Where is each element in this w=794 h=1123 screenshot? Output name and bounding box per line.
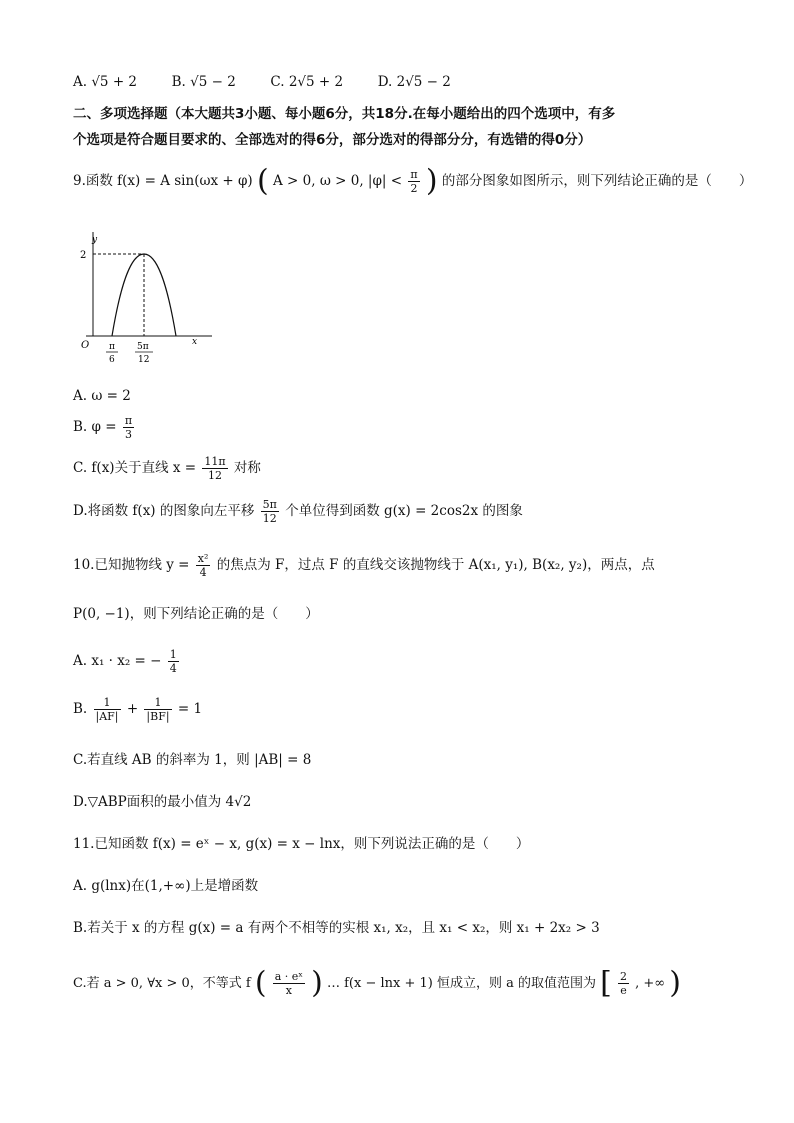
q10-pre: 10.已知抛物线 y = <box>73 557 194 573</box>
q11-option-c-range-num: 2 <box>620 970 627 983</box>
q9-tick2-num: 5π <box>137 342 149 352</box>
q11-option-c-range-den: e <box>620 984 627 997</box>
q11-option-b: B.若关于 x 的方程 g(x) = a 有两个不相等的实根 x₁, x₂，且 x₁ < x₂，则 x₁ + 2x₂ > 3 <box>73 920 600 936</box>
q9-condition-fraction <box>408 168 419 195</box>
q11-option-a: A. g(lnx)在(1,+∞)上是增函数 <box>73 878 259 894</box>
q10-option-c: C.若直线 AB 的斜率为 1，则 |AB| = 8 <box>73 752 312 768</box>
q9-option-c-post: 对称 <box>233 460 261 476</box>
q10-stem-line2: P(0, −1)，则下列结论正确的是（ ） <box>73 606 319 622</box>
q9-option-d-frac <box>261 498 279 525</box>
q9-option-d-pre: D.将函数 f(x) 的图象向左平移 <box>73 503 255 519</box>
q9-prefix: 9.函数 f(x) = A sin(ωx + φ) <box>73 173 253 189</box>
q9-origin-label: O <box>81 340 90 351</box>
q10-option-a-pre: A. x₁ · x₂ = − <box>73 653 162 669</box>
q9-cond-den: 2 <box>410 182 418 195</box>
q10-parabola-den: 4 <box>199 566 207 579</box>
q11-option-c <box>73 965 681 1001</box>
q9-option-c <box>73 455 261 482</box>
q10-option-a-num: 1 <box>169 648 177 661</box>
q11-option-c-rparen2: ) <box>669 965 681 1001</box>
section2-line1: 二、多项选择题（本大题共3小题、每小题6分，共18分.在每小题给出的四个选项中，有多 <box>73 106 616 122</box>
q11-option-c-pre: C.若 a > 0, ∀x > 0，不等式 f <box>73 976 251 991</box>
q9-tick1-num: π <box>109 342 115 352</box>
q10-parabola-num: x² <box>197 552 209 565</box>
q11-option-c-lparen: ( <box>254 965 267 1001</box>
q9-option-c-num: 11π <box>204 455 226 468</box>
q9-option-b <box>73 414 136 441</box>
q11-option-c-rparen: ) <box>311 965 323 1001</box>
q10-option-a-frac <box>168 648 179 675</box>
q9-option-c-den: 12 <box>207 469 222 482</box>
q10-stem-line1 <box>73 552 655 579</box>
q9-right-paren: ) <box>425 163 438 199</box>
q9-option-b-pre: B. φ = <box>73 419 121 435</box>
q8-option-b: B. √5 − 2 <box>171 74 236 90</box>
q10-option-b-den1: |AF| <box>95 710 119 723</box>
q9-x-label: x <box>192 337 198 347</box>
q10-option-d: D.▽ABP面积的最小值为 4√2 <box>73 794 252 810</box>
q11-option-c-frac <box>273 970 305 997</box>
q11-option-c-lbracket: [ <box>600 965 612 1001</box>
q9-option-d <box>73 498 523 525</box>
q9-option-a: A. ω = 2 <box>73 388 131 404</box>
q9-option-b-frac <box>123 414 134 441</box>
q10-option-b-frac2 <box>144 696 171 723</box>
q10-option-b-num2: 1 <box>144 696 171 710</box>
q9-option-d-den: 12 <box>262 512 277 525</box>
section2-line2: 个选项是符合题目要求的、全部选对的得6分，部分选对的得部分分，有选错的得0分） <box>73 132 592 148</box>
q9-option-c-frac <box>202 455 227 482</box>
q9-option-b-num: π <box>124 414 133 427</box>
q10-option-b-frac1 <box>94 696 121 723</box>
q9-condition: A > 0, ω > 0, |φ| < <box>273 173 407 189</box>
q11-option-c-mid: … f(x − lnx + 1) 恒成立，则 a 的取值范围为 <box>326 976 596 991</box>
q8-options-row <box>73 72 451 92</box>
q9-option-b-den: 3 <box>124 428 132 441</box>
q9-y-label: y <box>92 235 98 245</box>
q9-tick1-den: 6 <box>109 355 115 365</box>
q9-graph <box>72 228 222 368</box>
q10-option-b-pre: B. <box>73 701 88 717</box>
q9-suffix: 的部分图象如图所示，则下列结论正确的是（ ） <box>441 173 753 189</box>
q9-cond-num: π <box>410 168 418 181</box>
q9-option-c-pre: C. f(x)关于直线 x = <box>73 460 201 476</box>
q8-option-d: D. 2√5 − 2 <box>377 74 451 90</box>
q8-option-a: A. √5 + 2 <box>73 74 138 90</box>
q10-parabola-frac <box>196 552 211 579</box>
q11-option-c-num: a · eˣ <box>274 970 303 983</box>
q9-option-d-post: 个单位得到函数 g(x) = 2cos2x 的图象 <box>285 503 523 519</box>
q11-option-c-range-frac <box>618 970 629 997</box>
q10-option-b-den2: |BF| <box>146 710 170 723</box>
q11-option-c-range-post: , +∞ <box>635 976 666 991</box>
q10-option-b-post: = 1 <box>177 701 203 717</box>
q10-option-a-den: 4 <box>169 662 177 675</box>
q9-stem <box>73 163 753 199</box>
q11-stem: 11.已知函数 f(x) = eˣ − x, g(x) = x − lnx，则下列说法正确的是（ ） <box>73 836 530 852</box>
q9-tick2-den: 12 <box>138 355 150 365</box>
q9-left-paren: ( <box>257 163 269 199</box>
q9-option-d-num: 5π <box>262 498 277 511</box>
q10-post: 的焦点为 F，过点 F 的直线交该抛物线于 A(x₁, y₁), B(x₂, y₂)，两点，点 <box>216 557 655 573</box>
q10-option-b-plus: + <box>126 701 139 717</box>
q10-option-b <box>73 696 202 723</box>
q11-option-c-den: x <box>285 984 292 997</box>
q8-option-c: C. 2√5 + 2 <box>270 74 344 90</box>
q10-option-b-num1: 1 <box>94 696 121 710</box>
q10-option-a <box>73 648 181 675</box>
q9-max-label: 2 <box>80 250 87 261</box>
